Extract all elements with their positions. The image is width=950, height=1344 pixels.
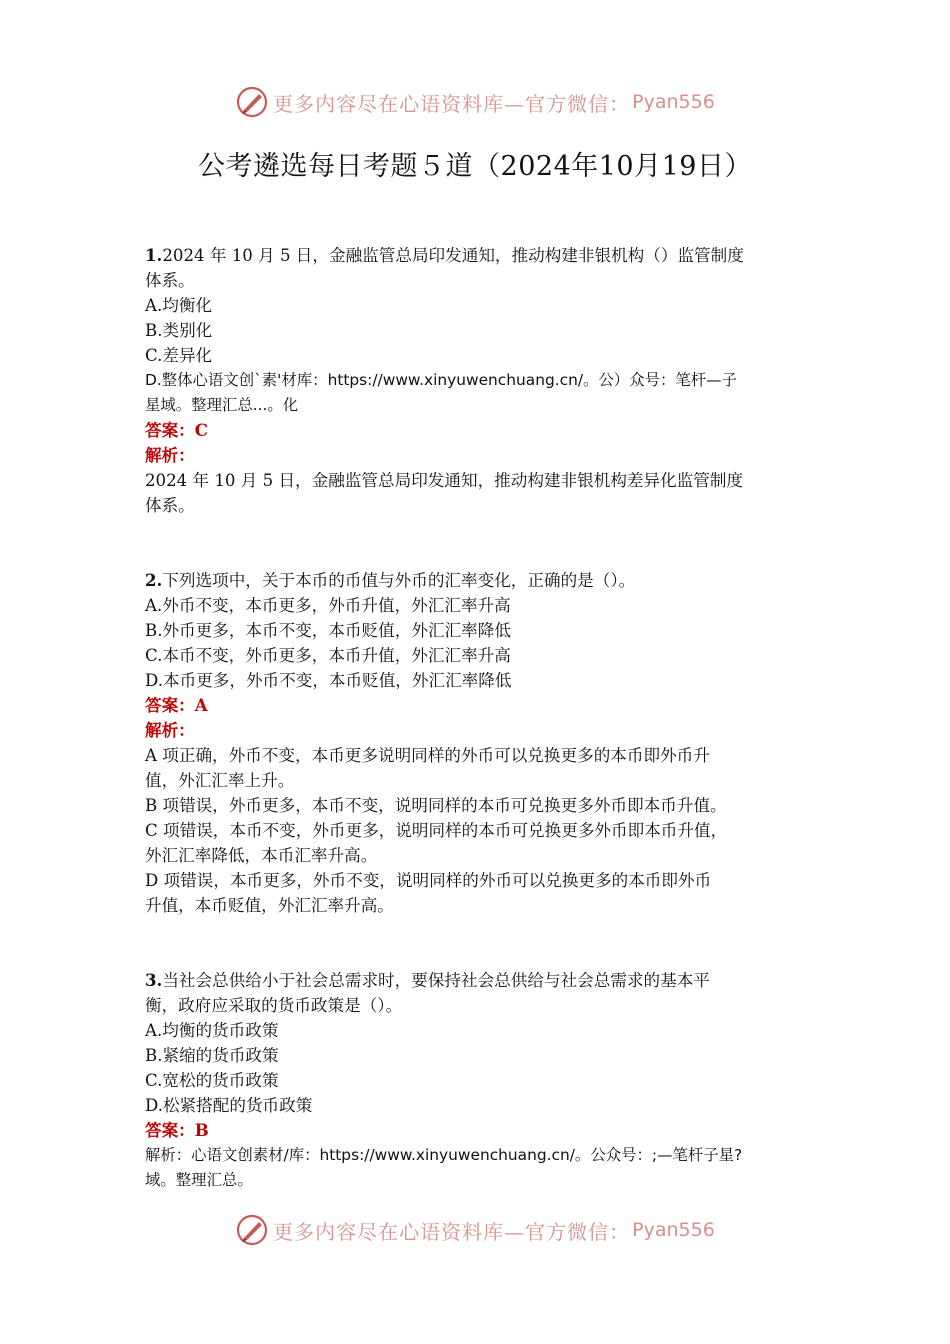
analysis-text: C 项错误，本币不变，外币更多，说明同样的本币可兑换更多外币即本币升值， — [145, 821, 728, 840]
pen-logo-icon — [235, 1213, 269, 1247]
option-d-cont: 星域。整理汇总...。化 — [145, 396, 299, 414]
question-stem-cont: 衡，政府应采取的货币政策是（）。 — [145, 996, 403, 1015]
page-title: 公考遴选每日考题５道（2024年10月19日） — [198, 151, 752, 182]
option-c: C.差异化 — [145, 346, 213, 365]
answer: 答案：A — [145, 695, 208, 715]
option-b: B.类别化 — [145, 321, 213, 340]
pen-logo-icon — [235, 85, 269, 119]
option-a: A.均衡的货币政策 — [145, 1021, 279, 1040]
analysis-text: B 项错误，外币更多，本币不变，说明同样的本币可兑换更多外币即本币升值。 — [145, 796, 727, 815]
header-banner — [0, 82, 950, 122]
option-b: B.紧缩的货币政策 — [145, 1046, 279, 1065]
question-1 — [145, 243, 810, 518]
option-d: D.整体心语文创`素'材库：https://www.xinyuwenchuang.cn/。公）众号：笔杆—子 — [145, 371, 737, 389]
analysis-text: 解析：心语文创素材/库：https://www.xinyuwenchuang.cn/。公众号：;—笔杆子星? — [145, 1146, 743, 1164]
banner-text: 更多内容尽在心语资料库—官方微信： — [273, 91, 631, 116]
analysis-text: D 项错误，本币更多，外币不变，说明同样的外币可以兑换更多的本币即外币 — [145, 871, 712, 890]
banner-wechat-id: Pyan556 — [632, 91, 715, 113]
analysis-text: 体系。 — [145, 496, 195, 515]
answer: 答案：C — [145, 420, 208, 440]
banner-wechat-id: Pyan556 — [632, 1219, 715, 1241]
analysis-text: 升值，本币贬值，外汇汇率升高。 — [145, 896, 394, 915]
option-a: A.外币不变，本币更多，外币升值，外汇汇率升高 — [145, 596, 511, 615]
question-stem: 3.当社会总供给小于社会总需求时，要保持社会总供给与社会总需求的基本平 — [145, 970, 710, 990]
analysis-label: 解析： — [145, 720, 195, 740]
question-stem: 2.下列选项中，关于本币的币值与外币的汇率变化，正确的是（）。 — [145, 570, 636, 590]
analysis-text: 外汇汇率降低，本币汇率升高。 — [145, 846, 378, 865]
question-number: 3. — [145, 970, 163, 990]
question-stem-cont: 体系。 — [145, 271, 195, 290]
analysis-text: 域。整理汇总。 — [145, 1171, 253, 1189]
footer-banner — [0, 1210, 950, 1250]
question-number: 1. — [145, 245, 163, 265]
answer: 答案：B — [145, 1120, 209, 1140]
option-b: B.外币更多，本币不变，本币贬值，外汇汇率降低 — [145, 621, 511, 640]
option-c: C.本币不变，外币更多，本币升值，外汇汇率升高 — [145, 646, 511, 665]
question-2 — [145, 568, 810, 918]
option-a: A.均衡化 — [145, 296, 213, 315]
questions-content — [145, 243, 810, 1193]
option-d: D.本币更多，外币不变，本币贬值，外汇汇率降低 — [145, 671, 512, 690]
option-d: D.松紧搭配的货币政策 — [145, 1096, 313, 1115]
analysis-text: A 项正确，外币不变，本币更多说明同样的外币可以兑换更多的本币即外币升 — [145, 746, 710, 765]
analysis-text: 2024 年 10 月 5 日，金融监管总局印发通知，推动构建非银机构差异化监管制度 — [145, 471, 744, 490]
analysis-label: 解析： — [145, 445, 195, 465]
banner-text: 更多内容尽在心语资料库—官方微信： — [273, 1219, 631, 1244]
analysis-text: 值，外汇汇率上升。 — [145, 771, 295, 790]
question-3 — [145, 968, 810, 1193]
option-c: C.宽松的货币政策 — [145, 1071, 279, 1090]
question-number: 2. — [145, 570, 163, 590]
question-stem: 1.2024 年 10 月 5 日，金融监管总局印发通知，推动构建非银机构（）监管制度 — [145, 245, 744, 265]
